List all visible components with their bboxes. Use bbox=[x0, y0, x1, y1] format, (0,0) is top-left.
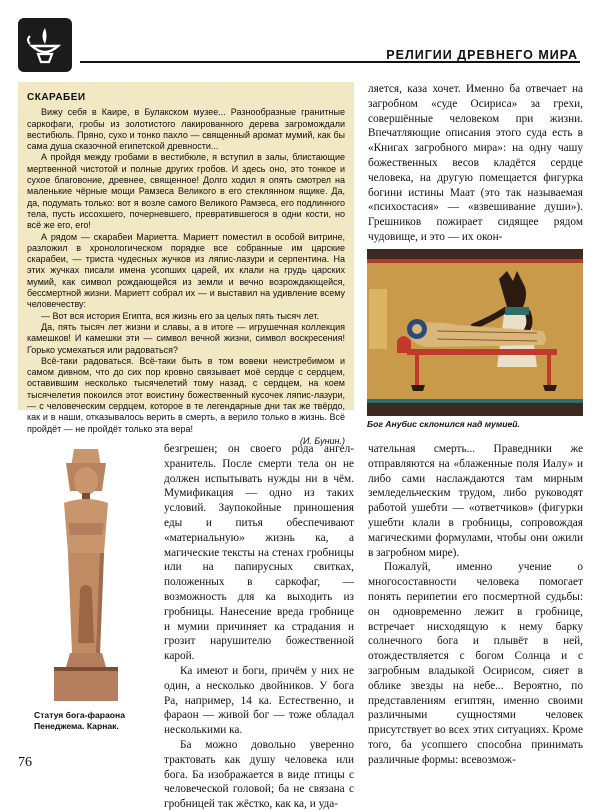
photo-caption-statue: Статуя бога-фараона Пенеджема. Карнак. bbox=[34, 710, 126, 731]
sidebar-paragraph: — Вот вся история Египта, вся жизнь его за целых пять тысяч лет. bbox=[41, 310, 320, 321]
section-title: РЕЛИГИИ ДРЕВНЕГО МИРА bbox=[386, 48, 578, 62]
sidebar-paragraph: А пройдя между гробами в вестибюле, я вступил в залы, блистающие мертвенной чистотой и полные других гробов. И здесь оно, это тонкое и сухое благовоние, древнее, священное! Долго ходил я опять смотрел на маленькие чёрные мощи Рамзеса Великого в его стеклянном ящике. Да, да, подумать только: вот я возле самого Великого Рамзеса, его подлинного тела, пусть иссохшего, почерневшего, превратившегося в одни кости, но всё же его, его! bbox=[27, 152, 345, 231]
sidebar-paragraph: А рядом — скарабеи Мариетта. Мариетт поместил в особой витрине, разложил в хронологическом порядке все собранные им царские скарабеи, — триста чудесных жучков из ляпис-лазури и серпентина. На этих жучках писали имена усопших царей, их клали на грудь царских мумий, как символ рождающейся из земли и вечно возрождающейся, бессмертной жизни. Мариетт собрал их — и выставил на удивление всему человечеству: bbox=[27, 231, 345, 310]
sidebar-box-scarabs bbox=[18, 82, 354, 446]
sidebar-title: СКАРАБЕИ bbox=[27, 92, 86, 103]
pharaoh-statue-photo bbox=[40, 443, 132, 703]
body-paragraph: чательная смерть... Праведники же отправляются на «блаженные поля Иалу» и либо сами наслаждаются там мирным земледельческим трудом, либо руководят работой ушебти — «ответчиков» (фигурки ушебти клали в гробницы, сопровождая магическими формулами, чтобы они ожили в загробном мире). bbox=[368, 443, 583, 559]
column-right-top bbox=[368, 82, 583, 245]
anubis-mummy-photo bbox=[367, 249, 583, 416]
photo-caption-anubis: Бог Анубис склонился над мумией. bbox=[367, 419, 520, 429]
page-number: 76 bbox=[18, 755, 32, 770]
sidebar-citation: (И. Бунин.) bbox=[299, 435, 345, 446]
body-paragraph: безгрешен; он своего рода ангел-хранитель. После смерти тела он не должен испытывать нужды ни в чём. Мумификация — одно из таких условий. Заупокойные приношения еды и питья обеспечивают «материальную» жизнь ка, а магические тексты на стенах гробницы или на папирусных свитках, положенных в саркофаг, — возможность для ка выходить из гробницы. Нанесение вреда гробнице и мумии причиняет ка страдания и грозит нарушителю божественной карой. bbox=[164, 443, 354, 663]
sidebar-paragraph: Вижу себя в Каире, в Булакском музее... Разнообразные гранитные саркофаги, гробы из золотистого лакированного дерева загромождали вестибюль. Пряно, сухо и тонко пахло — священный аромат мумий, как бы сама душа сказочной египетской древности... bbox=[27, 107, 345, 152]
header-logo-box bbox=[18, 18, 72, 72]
column-middle bbox=[164, 442, 354, 812]
sidebar-paragraph: Да, пять тысяч лет жизни и славы, а в итоге — игрушечная коллекция камешков! И камешки эти — символ вечной жизни, символ воскресения! Горько усмехаться или радоваться? bbox=[27, 321, 345, 355]
oil-lamp-icon bbox=[18, 18, 72, 72]
sidebar-paragraph: Всё-таки радоваться. Всё-таки быть в том вовеки неистребимом и самом дивном, что до сих пор кровно связывает моё сердце с сердцем, оставившим несколько тысячелетий тому назад, с сердцем, на коем тысячелетия покоился этот воистину божественный кусочек ляпис-лазури, — с человеческим сердцем, которое в те легендарные дни так же твёрдо, как и в наши, отказывалось верить в смерть, а верило только в жизнь. Всё пройдёт — не пройдёт только эта вера! bbox=[27, 355, 345, 434]
body-paragraph: Пожалуй, именно учение о многосоставности человека помогает понять перипетии его посмертной судьбы: он одновременно лежит в гробнице, встречает нисходящую к нему барку солнечного бога и плывёт в ней, отождествляется с богом Солнца и с загробным владыкой Осирисом, сияет в облике звезды на небе... Вероятно, по представлениям египтян, именно своими различными сущностями человек присутствует во всех этих ситуациях. Кроме того, ба усопшего способна принимать различные формы: всевозмож- bbox=[368, 561, 583, 766]
statue-figure bbox=[54, 449, 118, 701]
body-paragraph: Ба можно довольно уверенно трактовать как душу человека или бога. Ба изображается в виде птицы с человеческой головой; ба не связана с гробницей так жёстко, как ка, и уда- bbox=[164, 738, 354, 811]
column-right-bottom bbox=[368, 442, 583, 768]
body-paragraph: Ка имеют и боги, причём у них не один, а несколько двойников. У бога Ра, например, 14 ка. Естественно, и фараон — живой бог — тоже обладал несколькими ка. bbox=[164, 664, 354, 737]
body-paragraph: ляется, каза хочет. Именно ба отвечает на загробном «суде Осириса» за грехи, совершённые человеком при жизни. Впечатляющие описания этого суда есть в «Книгах загробного мира»: на одну чашу божественных весов кладётся сердце человека, на другую помещается фигурка богини истины Маат (это так называемая «психостасия» — «взвешивание души»). Грешников пожирает сидящее рядом чудовище, и это — их окон- bbox=[368, 83, 583, 243]
